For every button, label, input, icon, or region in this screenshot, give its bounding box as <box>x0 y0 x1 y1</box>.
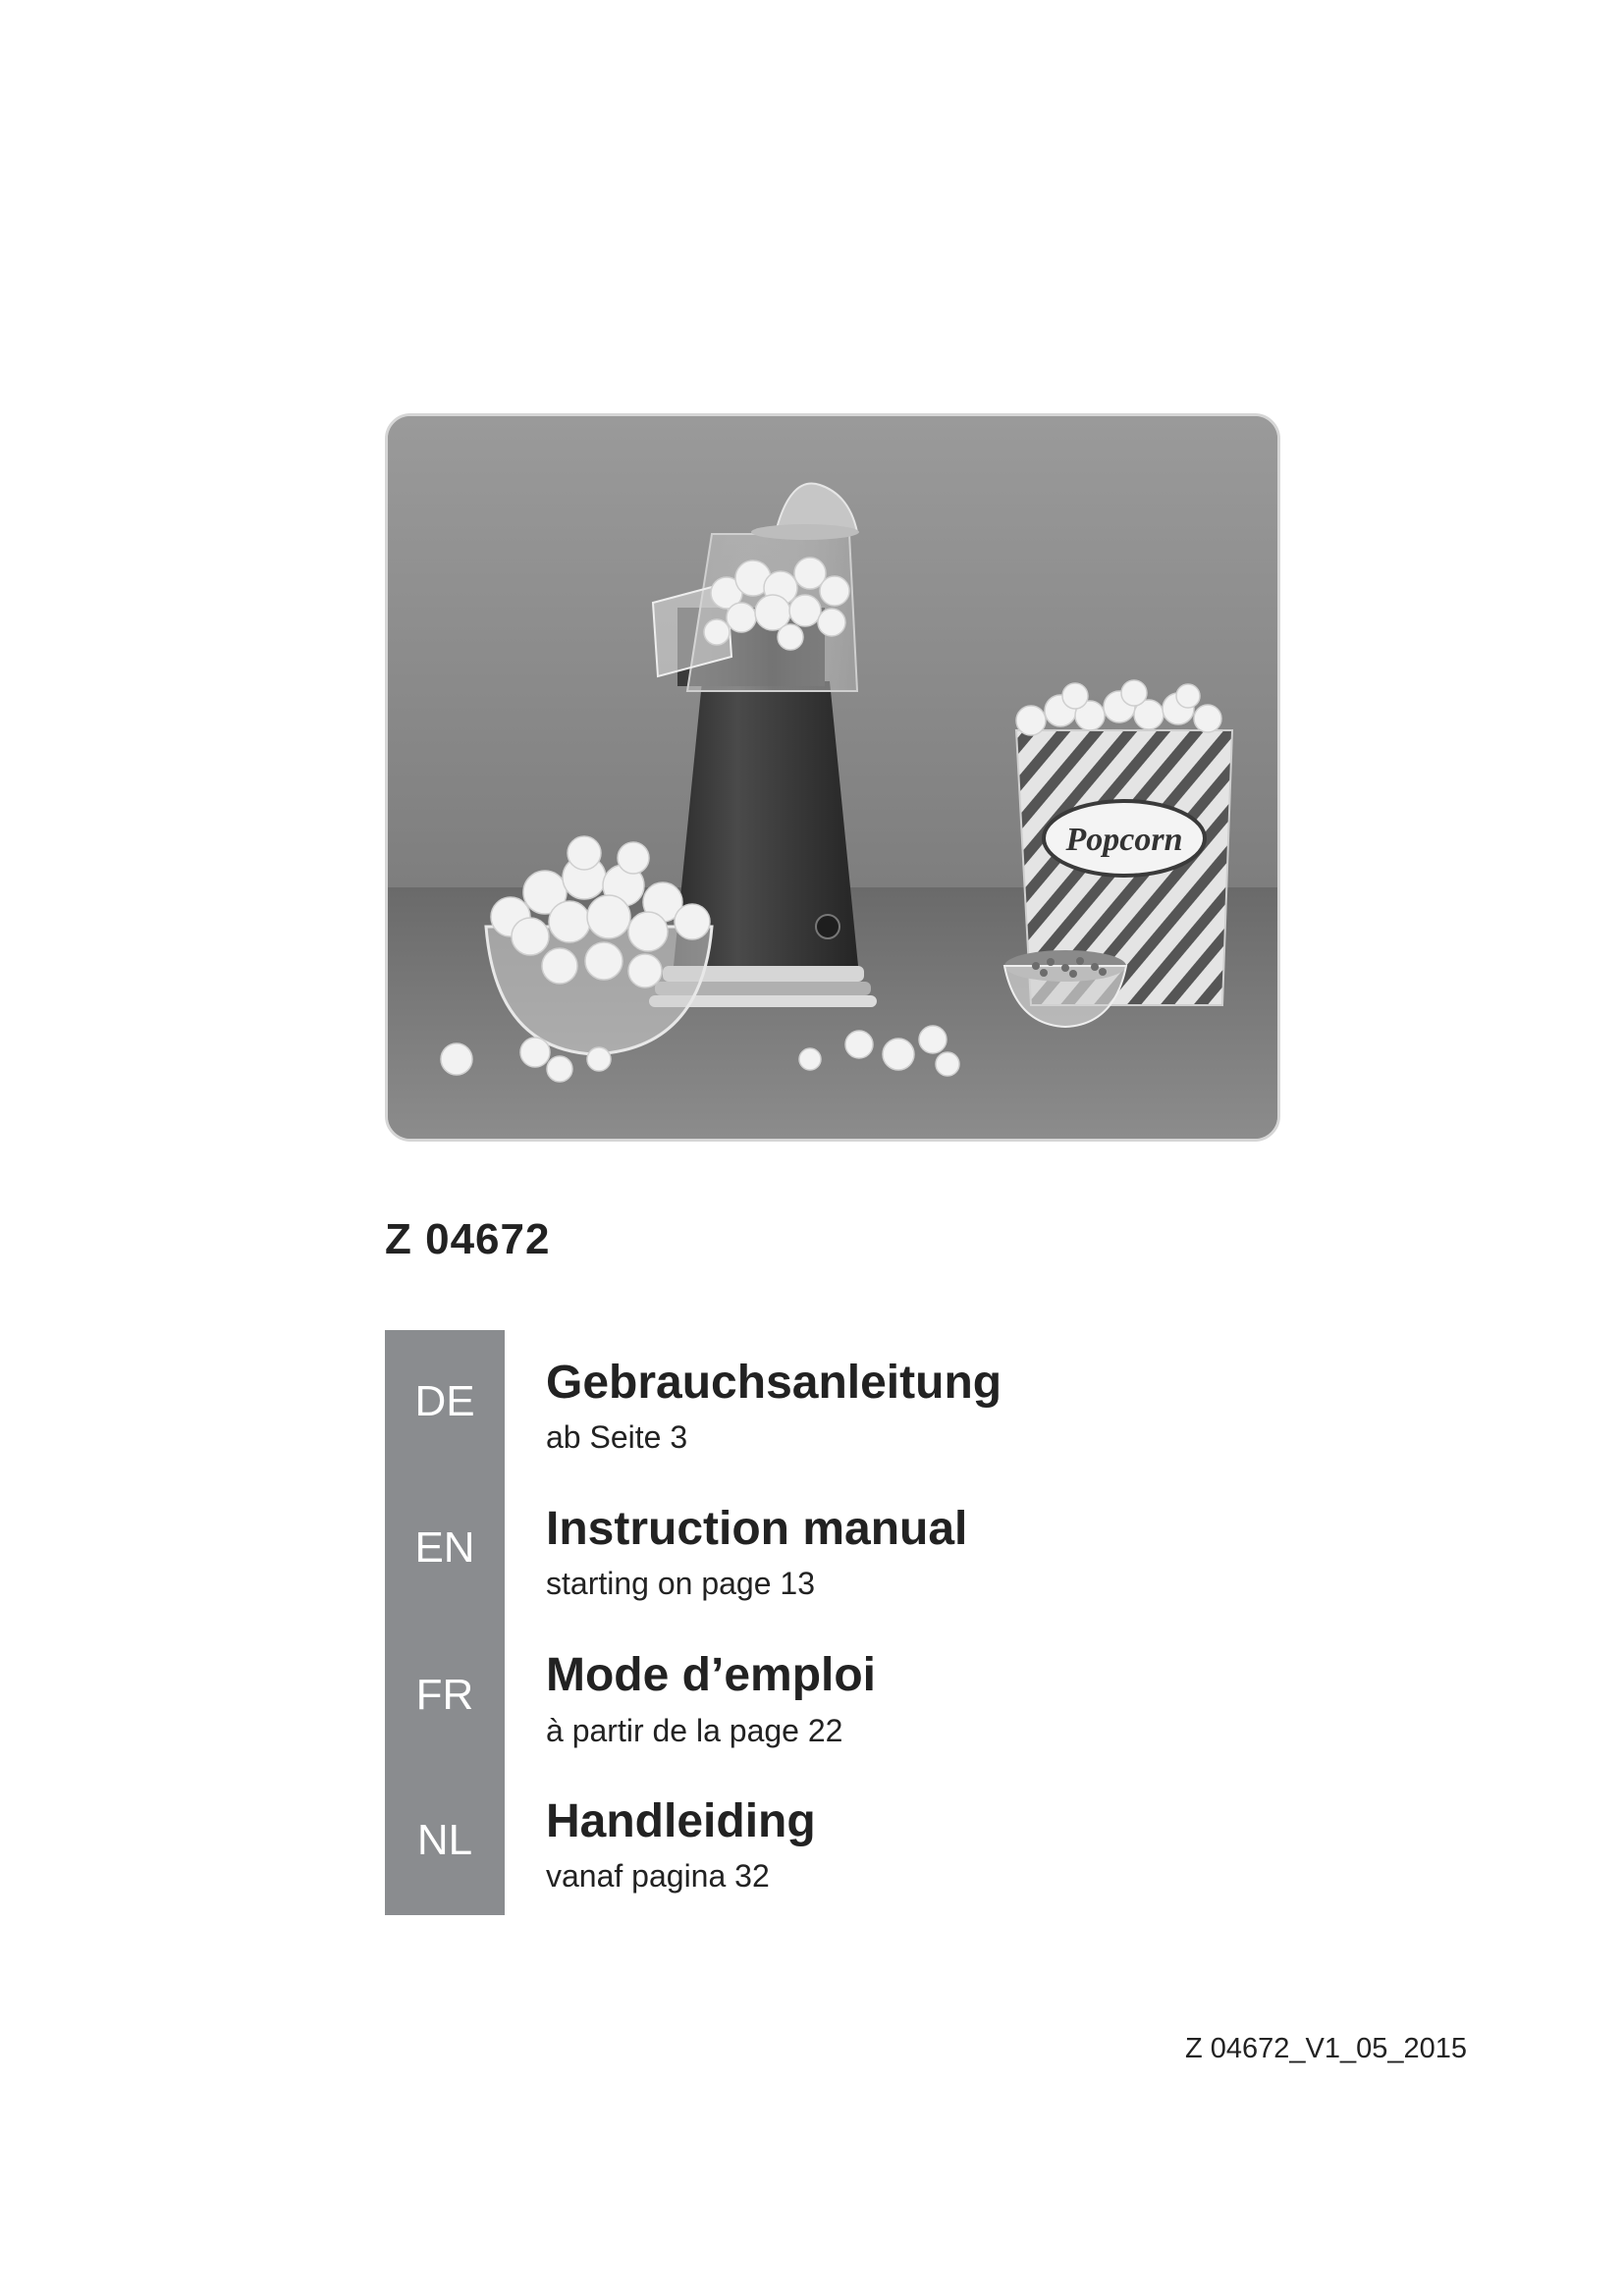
lang-code-fr: FR <box>415 1671 474 1719</box>
manual-subtitle-fr: à partir de la page 22 <box>546 1713 843 1748</box>
manual-subtitle-nl: vanaf pagina 32 <box>546 1858 770 1894</box>
manual-subtitle-en: starting on page 13 <box>546 1566 815 1601</box>
manual-subtitle-de: ab Seite 3 <box>546 1419 688 1455</box>
popcorn-box-label: Popcorn <box>1065 822 1183 858</box>
lang-code-en: EN <box>414 1523 475 1572</box>
manual-title-en: Instruction manual <box>546 1503 968 1555</box>
lang-code-de: DE <box>414 1377 475 1425</box>
document-version-code: Z 04672_V1_05_2015 <box>1184 2033 1467 2064</box>
language-bar <box>385 1330 505 1915</box>
popcorn-machine-photo <box>388 416 1277 1139</box>
manual-title-nl: Handleiding <box>546 1795 816 1847</box>
product-photo <box>385 413 1280 1142</box>
manual-title-fr: Mode d’emploi <box>546 1649 876 1701</box>
lang-code-nl: NL <box>416 1816 473 1864</box>
model-number: Z 04672 <box>385 1215 551 1263</box>
manual-title-de: Gebrauchsanleitung <box>546 1357 1002 1409</box>
